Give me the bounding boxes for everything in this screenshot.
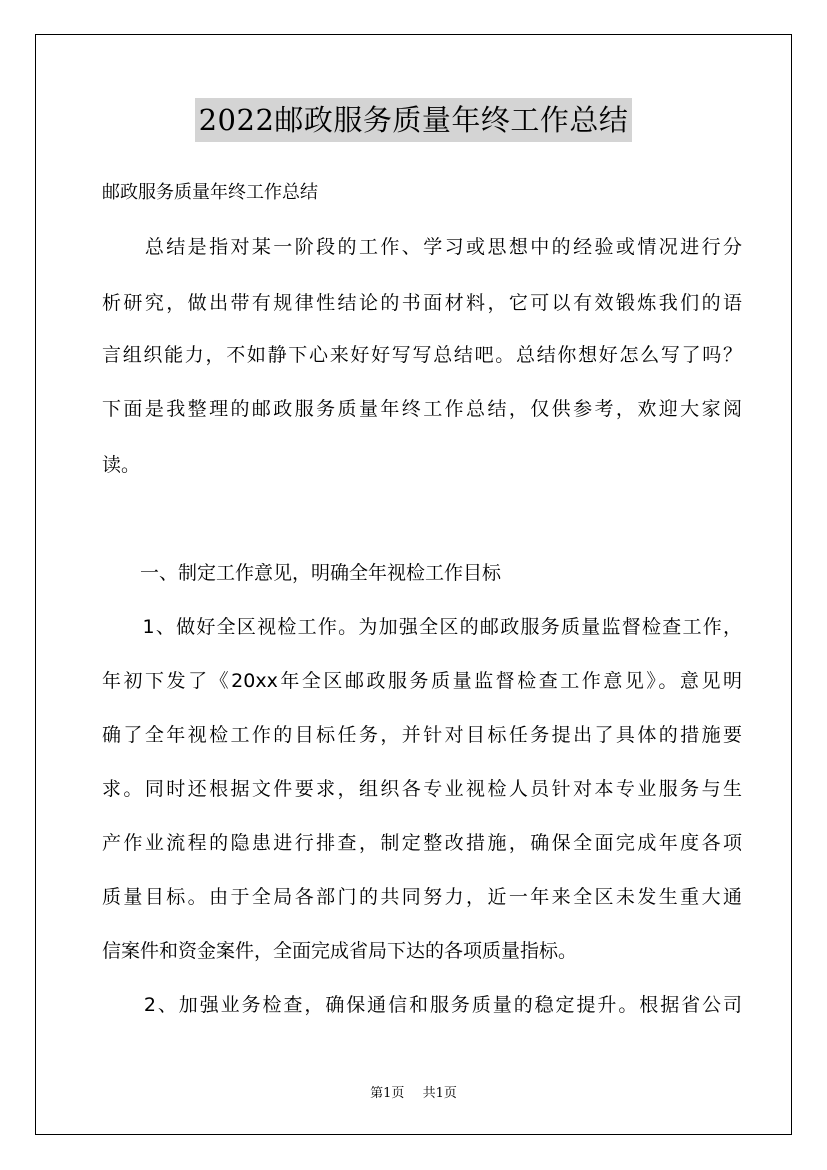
paragraph-line: 年初下发了《20xx年全区邮政服务质量监督检查工作意见》。意见明 <box>102 670 742 692</box>
paragraph-line: 质量目标。由于全局各部门的共同努力，近一年来全区未发生重大通 <box>102 886 742 908</box>
document-subtitle: 邮政服务质量年终工作总结 <box>102 182 318 203</box>
paragraph-line: 确了全年视检工作的目标任务，并针对目标任务提出了具体的措施要 <box>102 724 742 746</box>
page-footer <box>0 1082 827 1101</box>
paragraph-line: 总结是指对某一阶段的工作、学习或思想中的经验或情况进行分 <box>102 236 742 258</box>
paragraph-line: 读。 <box>102 454 141 476</box>
paragraph-line: 1、做好全区视检工作。为加强全区的邮政服务质量监督检查工作， <box>102 616 742 638</box>
paragraph-line: 求。同时还根据文件要求，组织各专业视检人员针对本专业服务与生 <box>102 778 742 800</box>
section-heading: 一、制定工作意见，明确全年视检工作目标 <box>102 562 502 584</box>
paragraph-line: 析研究，做出带有规律性结论的书面材料，它可以有效锻炼我们的语 <box>102 292 742 314</box>
title-container <box>0 98 827 142</box>
paragraph-line: 言组织能力，不如静下心来好好写写总结吧。总结你想好怎么写了吗？ <box>102 344 742 366</box>
document-title: 2022邮政服务质量年终工作总结 <box>195 98 633 142</box>
paragraph-line: 下面是我整理的邮政服务质量年终工作总结，仅供参考，欢迎大家阅 <box>102 398 742 420</box>
paragraph-line: 产作业流程的隐患进行排查，制定整改措施，确保全面完成年度各项 <box>102 832 742 854</box>
paragraph-line: 2、加强业务检查，确保通信和服务质量的稳定提升。根据省公司 <box>102 994 742 1016</box>
paragraph-line: 信案件和资金案件，全面完成省局下达的各项质量指标。 <box>102 940 578 962</box>
page-number: 第1页 <box>370 1086 405 1101</box>
page-total: 共1页 <box>422 1086 457 1101</box>
